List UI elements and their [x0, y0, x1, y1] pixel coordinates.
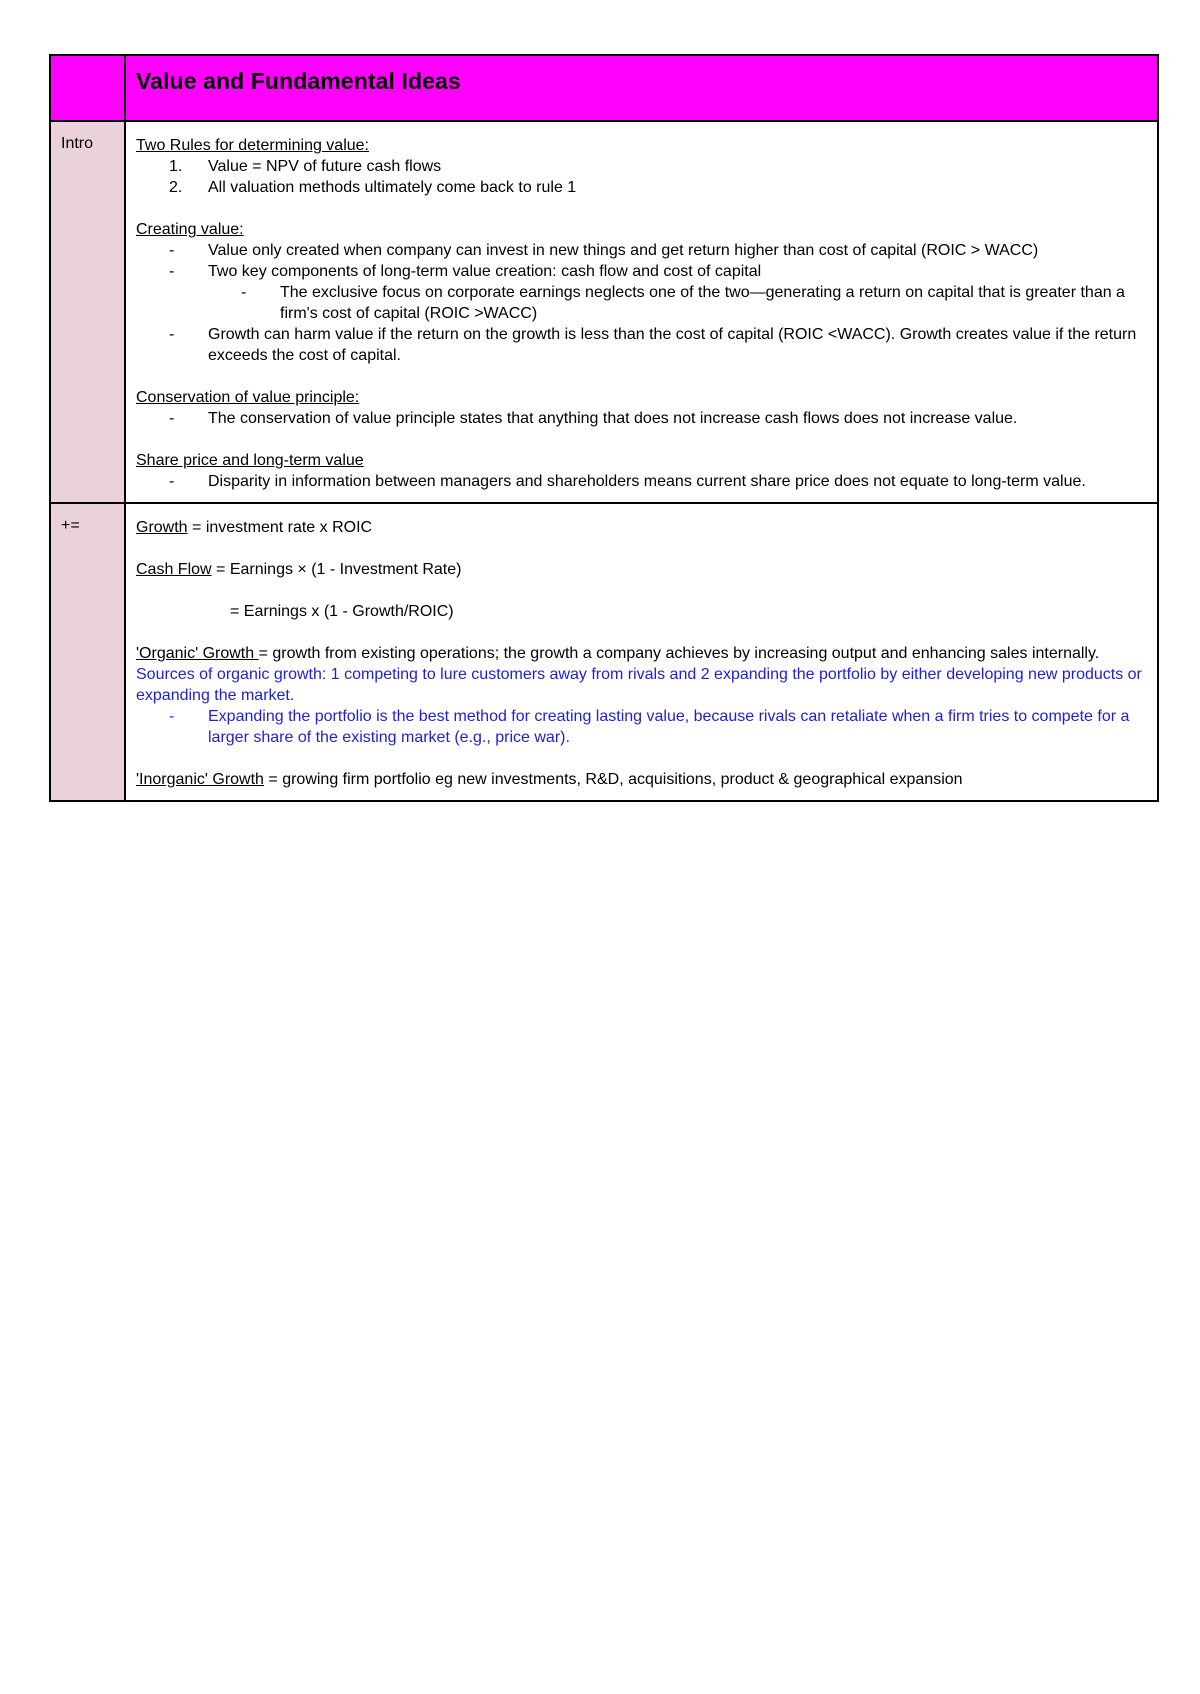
cashflow-definition [136, 559, 1147, 580]
list-marker: - [169, 242, 175, 259]
header-title-cell [125, 55, 1158, 121]
intro-content [125, 121, 1158, 503]
list-item-text: Value = NPV of future cash flows [208, 158, 442, 175]
growth-label: += [50, 503, 125, 801]
list-item [136, 471, 1147, 492]
list-item-text: Disparity in information between managers and shareholders means current share price does not equate to long-term value. [208, 473, 1086, 490]
list-item [136, 177, 1147, 198]
organic-def: = growth from existing operations; the growth a company achieves by increasing output and enhancing sales internally. [258, 645, 1100, 662]
list-item-text: Value only created when company can invest in new things and get return higher than cost of capital (ROIC > WACC) [208, 242, 1039, 259]
list-marker: - [169, 473, 175, 490]
cashflow-term: Cash Flow [136, 561, 212, 578]
growth-row [50, 503, 1158, 801]
growth-term: Growth [136, 519, 188, 536]
intro-row [50, 121, 1158, 503]
list-marker: - [169, 410, 175, 427]
conservation-heading: Conservation of value principle: [136, 389, 360, 406]
list-item [136, 261, 1147, 282]
list-marker: - [169, 708, 175, 725]
sources-text: Sources of organic growth: 1 competing to lure customers away from rivals and 2 expanding the portfolio by either developing new products or expanding the market. [136, 666, 1142, 704]
list-item [136, 240, 1147, 261]
rules-heading: Two Rules for determining value: [136, 137, 369, 154]
list-item-text: Two key components of long-term value creation: cash flow and cost of capital [208, 263, 762, 280]
creating-heading: Creating value: [136, 221, 244, 238]
list-item-text: The exclusive focus on corporate earnings neglects one of the two—generating a return on capital that is greater than a firm's cost of capital (ROIC >WACC) [280, 284, 1125, 322]
list-marker: - [169, 326, 175, 343]
list-item [136, 408, 1147, 429]
growth-def: = investment rate x ROIC [187, 519, 373, 536]
page-title: Value and Fundamental Ideas [136, 68, 461, 94]
list-item-text: All valuation methods ultimately come back to rule 1 [208, 179, 577, 196]
organic-definition [136, 643, 1147, 664]
list-marker: 2. [169, 179, 183, 196]
list-item-text: The conservation of value principle states that anything that does not increase cash flows does not increase value. [208, 410, 1018, 427]
notes-table [49, 54, 1159, 802]
list-item [136, 324, 1147, 366]
growth-definition [136, 517, 1147, 538]
inorganic-definition [136, 769, 1147, 790]
list-marker: - [169, 263, 175, 280]
cashflow-alt: = Earnings x (1 - Growth/ROIC) [230, 603, 454, 620]
growth-content [125, 503, 1158, 801]
list-item-text: Expanding the portfolio is the best method for creating lasting value, because rivals can retaliate when a firm tries to compete for a larger share of the existing market (e.g., price war). [208, 708, 1130, 746]
inorganic-term: 'Inorganic' Growth [136, 771, 264, 788]
list-marker: 1. [169, 158, 183, 175]
header-label-cell [50, 55, 125, 121]
organic-term: 'Organic' Growth [136, 645, 259, 662]
list-item-text: Growth can harm value if the return on the growth is less than the cost of capital (ROIC <WACC). Growth creates value if the return exceeds the cost of capital. [208, 326, 1137, 364]
intro-label: Intro [50, 121, 125, 503]
list-item [136, 156, 1147, 177]
share-heading: Share price and long-term value [136, 452, 364, 469]
header-row [50, 55, 1158, 121]
list-item [136, 706, 1147, 748]
list-marker: - [241, 284, 247, 301]
inorganic-def: = growing firm portfolio eg new investments, R&D, acquisitions, product & geographical expansion [263, 771, 963, 788]
cashflow-def: = Earnings × (1 - Investment Rate) [211, 561, 462, 578]
list-item-nested [136, 282, 1147, 324]
